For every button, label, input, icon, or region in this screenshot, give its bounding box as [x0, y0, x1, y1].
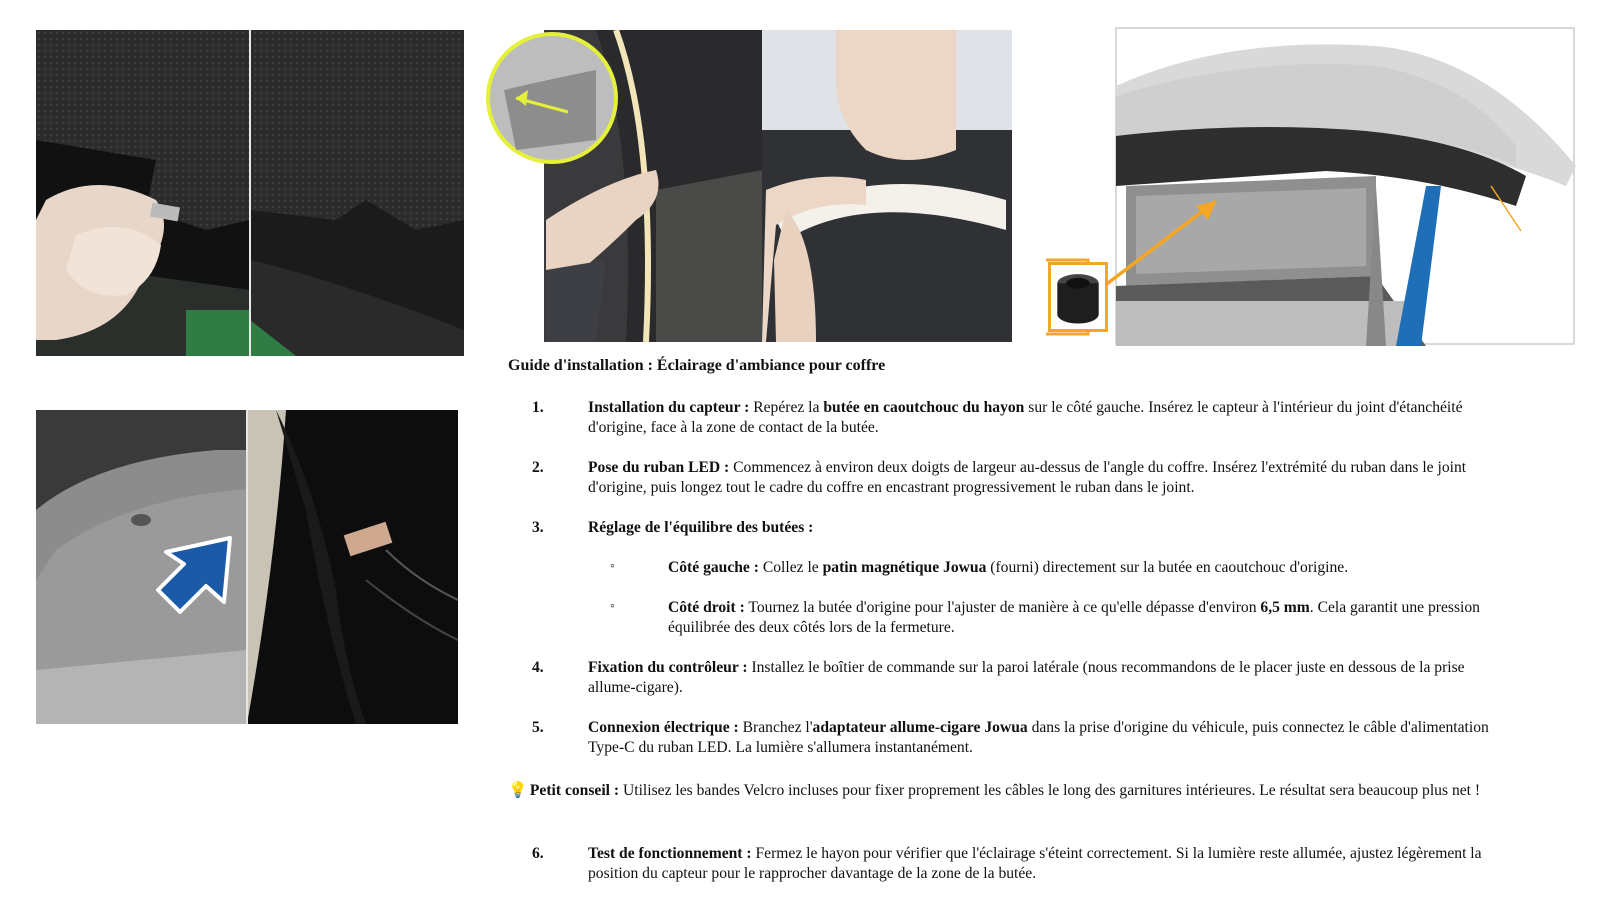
step-text — [588, 458, 1508, 498]
bullet-icon: ◦ — [610, 559, 615, 574]
lightbulb-icon: 💡 — [508, 782, 528, 799]
photo-trunk-mat-sensor — [36, 30, 464, 356]
substep-emphasis: patin magnétique Jowua — [822, 559, 987, 576]
step-text-part: sur le côté gauche. Insérez le capteur à l'intérieur du joint d'étanchéité d'origine, face à la zone de contact de la butée. — [588, 399, 1463, 436]
photo-rubber-bumper-inset — [1048, 262, 1108, 332]
photo-led-strip-install — [486, 30, 1012, 342]
tip-text: Utilisez les bandes Velcro incluses pour fixer proprement les câbles le long des garnitures intérieures. Le résultat sera beaucoup plus net ! — [619, 782, 1481, 799]
step-text-part: dans la prise d'origine du véhicule, puis connectez le câble d'alimentation Type-C du ruban LED. La lumière s'allumera instantanément. — [588, 719, 1489, 756]
step-number: 2. — [532, 459, 544, 476]
step-label: Connexion électrique : — [588, 719, 739, 736]
step-text-part: Branchez l' — [738, 719, 813, 736]
step-label: Réglage de l'équilibre des butées : — [588, 519, 814, 536]
step-text — [588, 718, 1508, 758]
tip-label: Petit conseil : — [529, 782, 620, 799]
step-emphasis: butée en caoutchouc du hayon — [823, 399, 1025, 416]
step-text-part: Installez le boîtier de commande sur la paroi latérale (nous recommandons de le placer juste en dessous de la prise allume-cigare). — [588, 659, 1465, 696]
substep-label: Côté droit : — [668, 599, 745, 616]
step-number: 3. — [532, 519, 544, 536]
step-emphasis: adaptateur allume-cigare Jowua — [812, 719, 1028, 736]
guide-title: Guide d'installation : Éclairage d'ambiance pour coffre — [508, 357, 886, 374]
step-text-part: Commencez à environ deux doigts de largeur au-dessus de l'angle du coffre. Insérez l'extrémité du ruban dans le joint d'origine, puis longez tout le cadre du coffre en encastrant progressivement le ruban dans le joint. — [588, 459, 1467, 496]
step-label: Pose du ruban LED : — [588, 459, 730, 476]
substep-text — [668, 558, 1518, 578]
step-text-part: Fermez le hayon pour vérifier que l'éclairage s'éteint correctement. Si la lumière reste allumée, ajustez légèrement la position du capteur pour le rapprocher davantage de la zone de la butée. — [588, 845, 1482, 882]
tip-paragraph — [508, 780, 1498, 802]
step-number: 6. — [532, 845, 544, 862]
substep-text — [668, 598, 1518, 638]
step-number: 5. — [532, 719, 544, 736]
step-text — [588, 518, 1508, 538]
step-label: Fixation du contrôleur : — [588, 659, 748, 676]
step-label: Test de fonctionnement : — [588, 845, 752, 862]
substep-text-part: Tournez la butée d'origine pour l'ajuster de manière à ce qu'elle dépasse d'environ — [744, 599, 1261, 616]
bullet-icon: ◦ — [610, 599, 615, 614]
substep-emphasis: 6,5 mm — [1260, 599, 1310, 616]
substep-label: Côté gauche : — [668, 559, 759, 576]
step-text — [588, 398, 1508, 438]
substep-text-part: Collez le — [758, 559, 823, 576]
step-number: 1. — [532, 399, 544, 416]
step-label: Installation du capteur : — [588, 399, 750, 416]
photo-controller-location — [36, 410, 458, 724]
step-number: 4. — [532, 659, 544, 676]
substep-text-part: . Cela garantit une pression équilibrée des deux côtés lors de la fermeture. — [668, 599, 1480, 636]
step-text-part: Repérez la — [749, 399, 824, 416]
photo-tailgate-bumper — [1046, 26, 1576, 346]
step-text — [588, 844, 1508, 884]
substep-text-part: (fourni) directement sur la butée en caoutchouc d'origine. — [986, 559, 1349, 576]
step-text — [588, 658, 1508, 698]
